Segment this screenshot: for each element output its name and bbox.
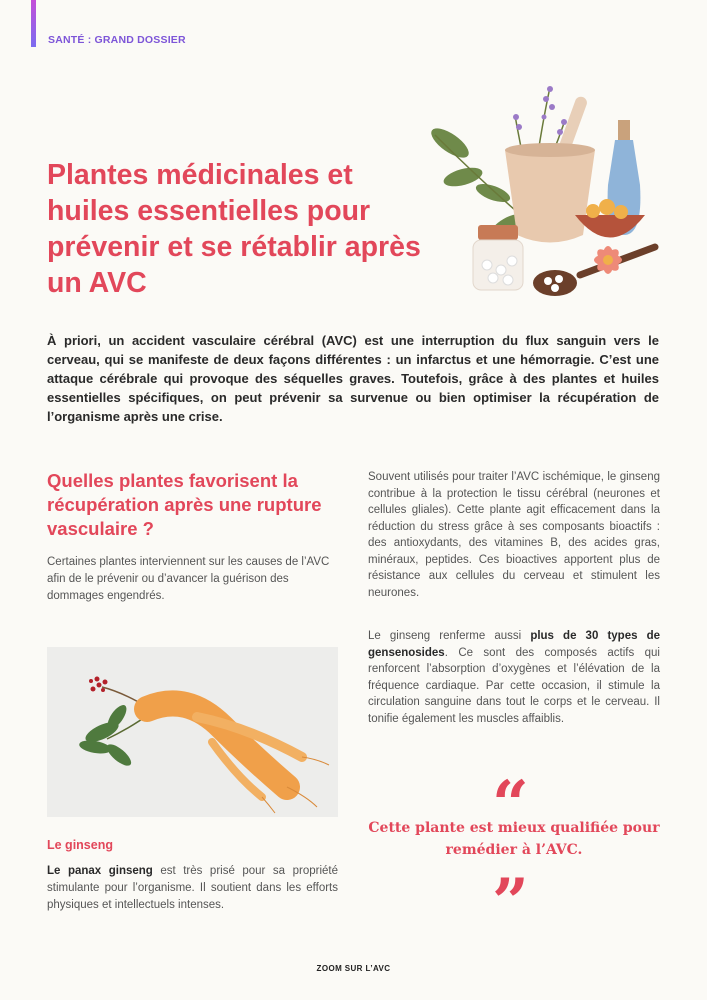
- open-quote-icon: “: [492, 767, 529, 842]
- pull-quote: Cette plante est mieux qualifiée pour remédier à l’AVC.: [368, 820, 660, 858]
- ginseng-root-illustration: [47, 647, 338, 817]
- accent-bar: [31, 0, 36, 47]
- section-heading: Quelles plantes favorisent la récupération après une rupture vasculaire ?: [47, 470, 322, 539]
- ginseng-description: [47, 863, 338, 914]
- gensenosides-text: . Ce sont des composés actifs qui renforcent l’absorption d’oxygènes et l’élévation de la fréquence cardiaque. Par cette occasion, il stimule la circulation sanguine dans tout le corps et le cerveau. Il tonifie également les muscles affaiblis.: [368, 646, 660, 725]
- gensenosides-intro: Le ginseng renferme aussi: [368, 630, 531, 642]
- image-caption: Le ginseng: [47, 838, 113, 852]
- gensenosides-paragraph: [368, 628, 660, 727]
- gensenosides-highlight: plus de 30 types de gensenosides: [368, 630, 660, 659]
- section-label: SANTÉ : GRAND DOSSIER: [48, 34, 186, 46]
- lead-paragraph: Certaines plantes interviennent sur les causes de l’AVC afin de le prévenir ou d’avancer la guérison des dommages engendrés.: [47, 556, 330, 602]
- page-footer: ZOOM SUR L’AVC: [316, 964, 391, 973]
- page-title: Plantes médicinales et huiles essentielles pour prévenir et se rétablir après un AVC: [47, 159, 421, 299]
- ginseng-description-text: est très prisé pour sa propriété stimulante pour l’organisme. Il soutient dans les efforts physiques et intellectuels intenses.: [47, 865, 338, 911]
- ginseng-benefits-paragraph: Souvent utilisés pour traiter l’AVC ischémique, le ginseng contribue à la protection le tissu cérébral (neurones et cellules gliales). Cette plante agit efficacement dans la réduction du stress grâce à ses composants bioactifs : des antioxydants, des vitamines B, des acides gras, minéraux, peptides. Ces bioactives apportent plus de résistance aux cellules du cerveau et stimulent les neurones.: [368, 471, 660, 599]
- herbal-remedies-illustration: [415, 75, 680, 310]
- intro-paragraph: À priori, un accident vasculaire cérébral (AVC) est une interruption du flux sanguin vers le cerveau, qui se manifeste de deux façons différentes : un infarctus et une hémorragie. C’est une attaque cérébrale qui provoque des séquelles graves. Toutefois, grâce à des plantes et huiles essentielles spécifiques, on peut prévenir sa survenue ou bien optimiser la récupération de l’organisme après une crise.: [47, 333, 659, 424]
- ginseng-name: Le panax ginseng: [47, 865, 153, 877]
- close-quote-icon: ”: [492, 865, 529, 940]
